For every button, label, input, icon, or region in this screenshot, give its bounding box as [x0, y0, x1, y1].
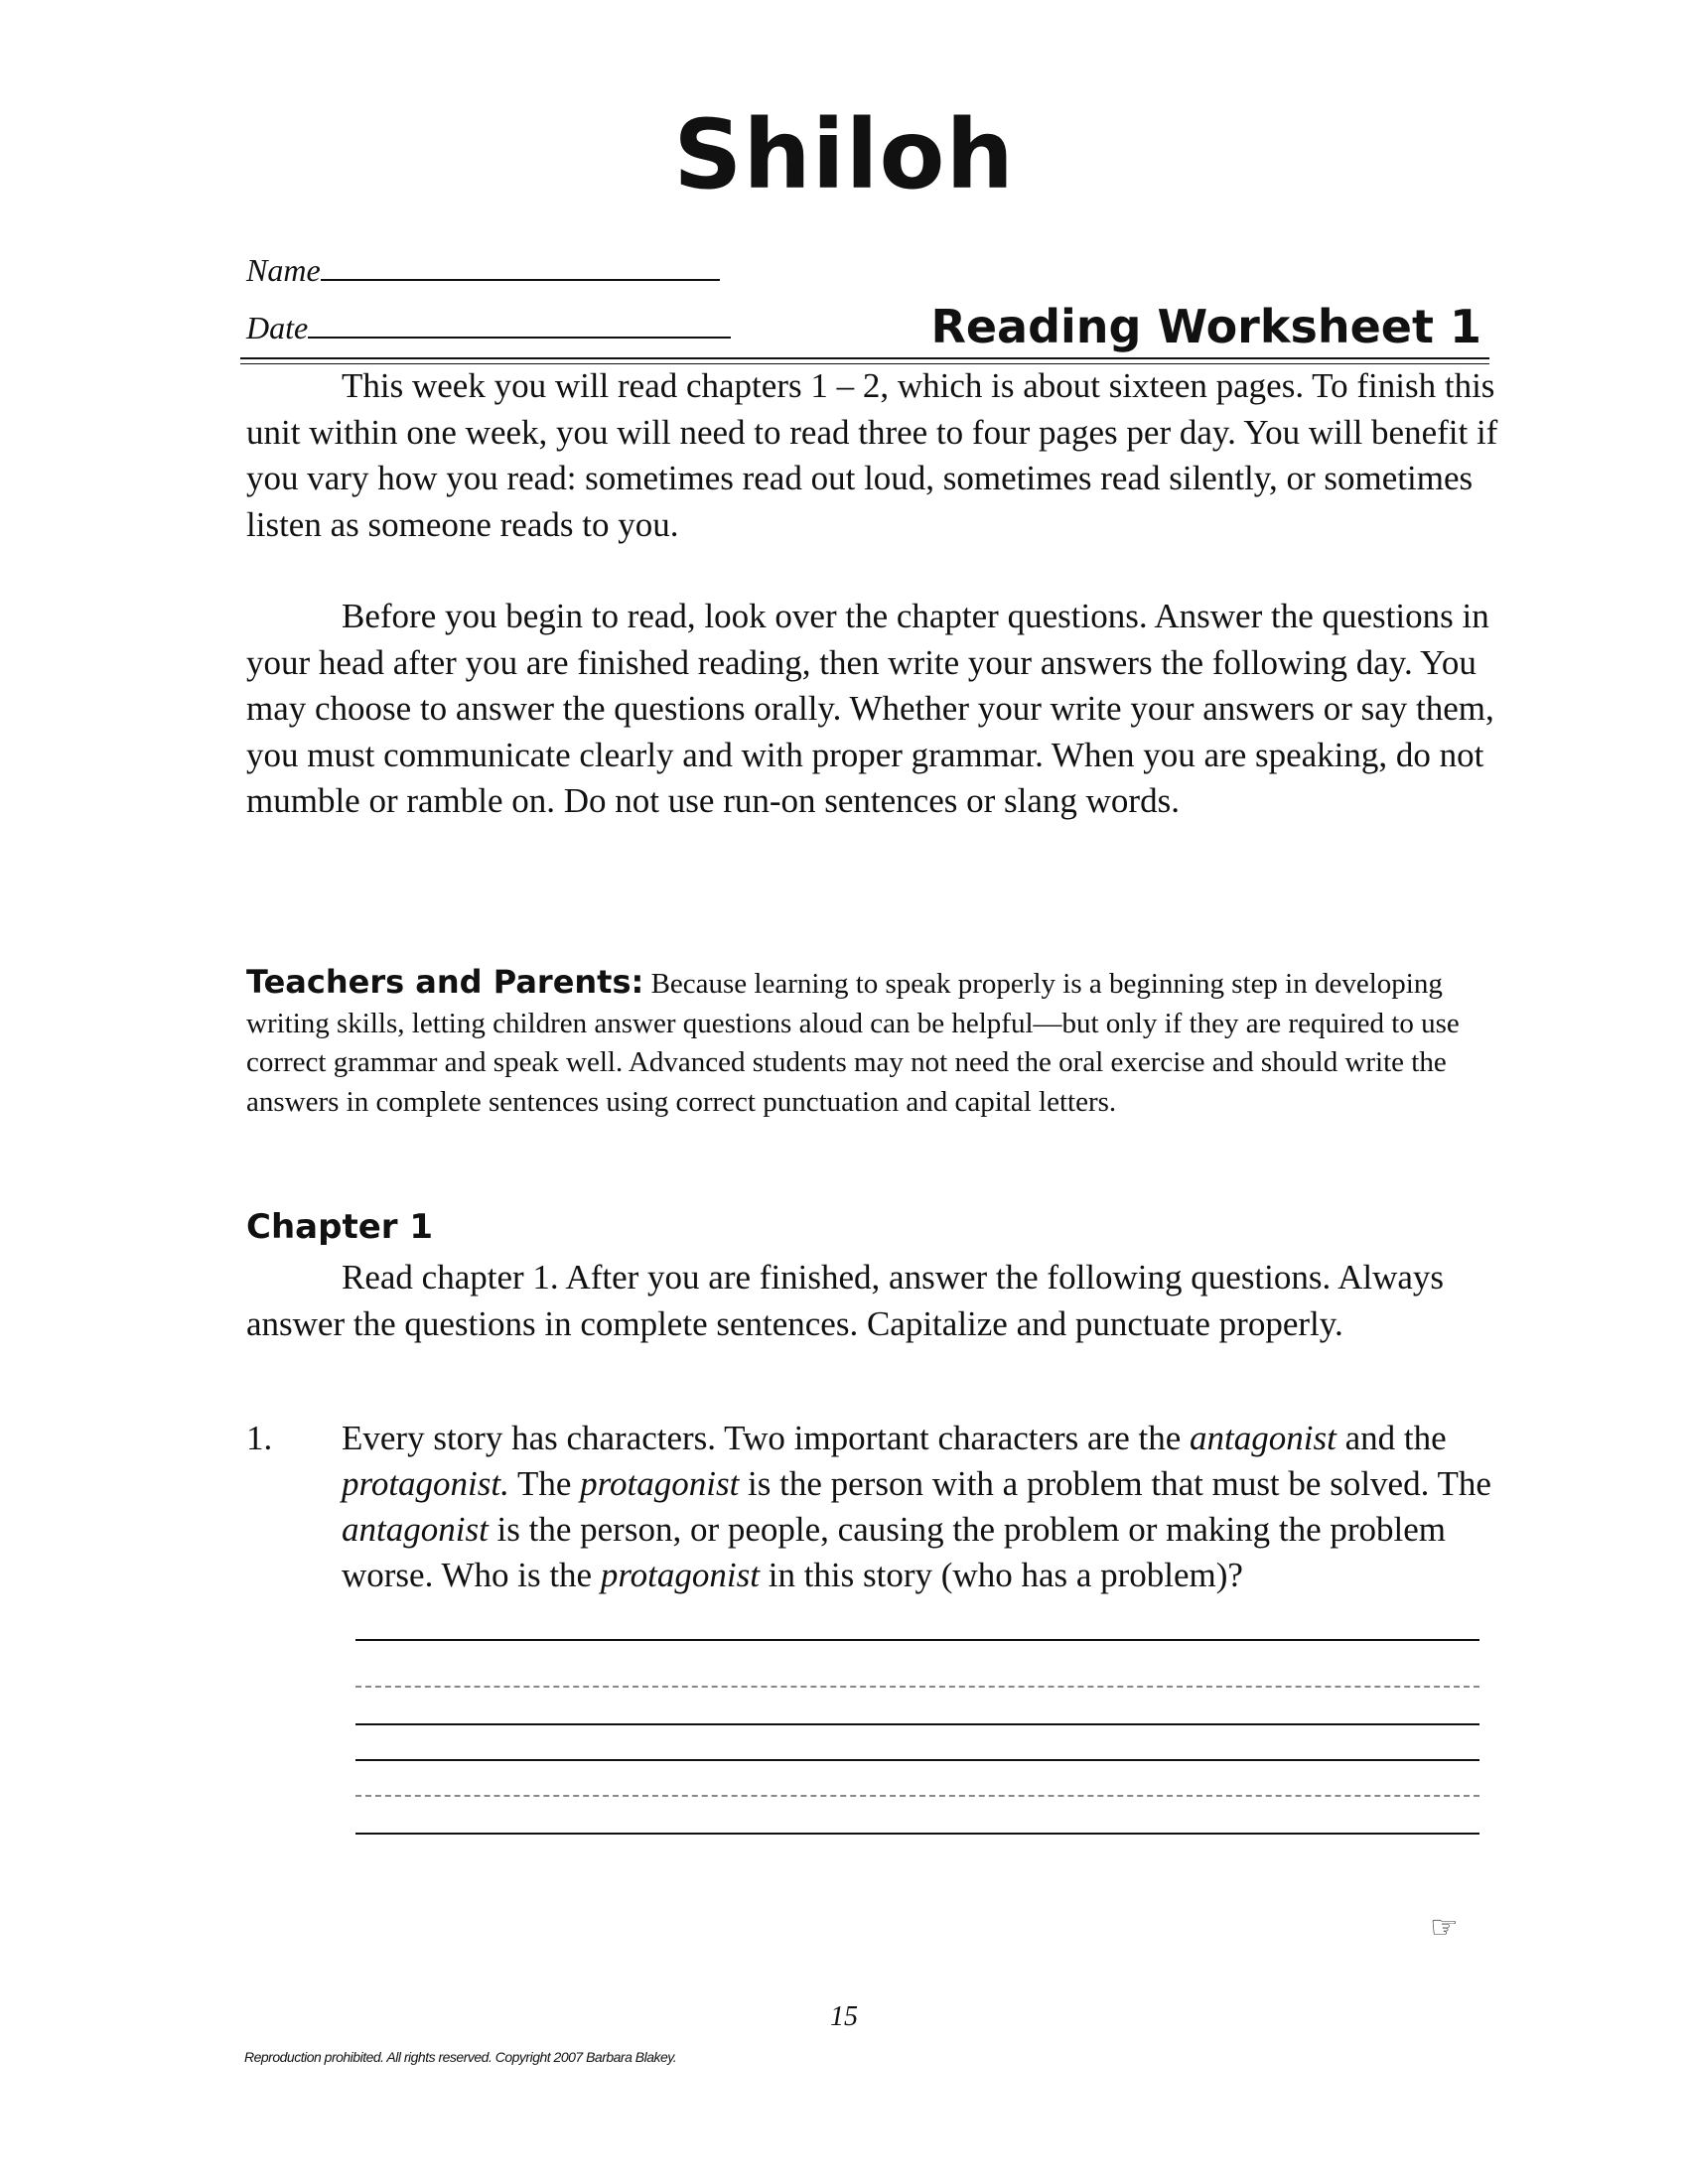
date-label: Date	[246, 310, 309, 345]
teachers-note-text: Because learning to speak properly is a beginning step in developing writing skills, letting children answer questions aloud can be helpful—but only if they are required to use correct grammar and speak well. Advanced students may not need the oral exercise and should write the answers in complete sentences using correct punctuation and capital letters.	[246, 968, 1460, 1118]
name-field[interactable]	[246, 252, 720, 289]
chapter-instructions: Read chapter 1. After you are finished, answer the following questions. Always answer the questions in complete sentences. Capitalize and punctuate properly.	[246, 1258, 1445, 1343]
date-field[interactable]	[246, 310, 731, 346]
question-number: 1.	[246, 1419, 273, 1457]
intro-paragraph-2: Before you begin to read, look over the chapter questions. Answer the questions in your head after you are finished reading, then write your answers the following day. You may choose to answer the questions orally. Whether your write your answers or say them, you must communicate clearly and with proper grammar. When you are speaking, do not mumble or ramble on. Do not use run-on sentences or slang words.	[246, 597, 1494, 820]
answer-line[interactable]	[355, 1759, 1479, 1761]
teachers-note	[246, 963, 1499, 1122]
answer-line[interactable]	[355, 1723, 1479, 1725]
answer-line[interactable]	[355, 1833, 1479, 1835]
answer-guide-line	[355, 1795, 1479, 1797]
date-line[interactable]	[308, 311, 731, 339]
question-text: Every story has characters. Two important characters are the antagonist and the protagonist. The protagonist is the person with a problem that must be solved. The antagonist is the person, or people, causing the problem or making the problem worse. Who is the protagonist in this story (who has a problem)?	[342, 1419, 1491, 1594]
page-number: 15	[830, 2001, 858, 2032]
answer-line[interactable]	[355, 1639, 1479, 1641]
intro-paragraph-1: This week you will read chapters 1 – 2, which is about sixteen pages. To finish this unit within one week, you will need to read three to four pages per day. You will benefit if you vary how you read: sometimes read out loud, sometimes read silently, or sometimes listen as someone reads to you.	[246, 366, 1498, 544]
copyright-notice: Reproduction prohibited. All rights reserved. Copyright 2007 Barbara Blakey.	[244, 2049, 677, 2065]
teachers-note-label: Teachers and Parents:	[246, 963, 644, 1001]
chapter-heading: Chapter 1	[246, 1207, 434, 1247]
worksheet-book-title: Shiloh	[673, 99, 1015, 210]
answer-guide-line	[355, 1686, 1479, 1688]
pointing-hand-icon: ☞	[1430, 1908, 1459, 1946]
worksheet-title: Reading Worksheet 1	[930, 300, 1481, 353]
name-label: Name	[246, 252, 321, 288]
name-line[interactable]	[321, 253, 720, 281]
header-rule	[240, 357, 1489, 359]
